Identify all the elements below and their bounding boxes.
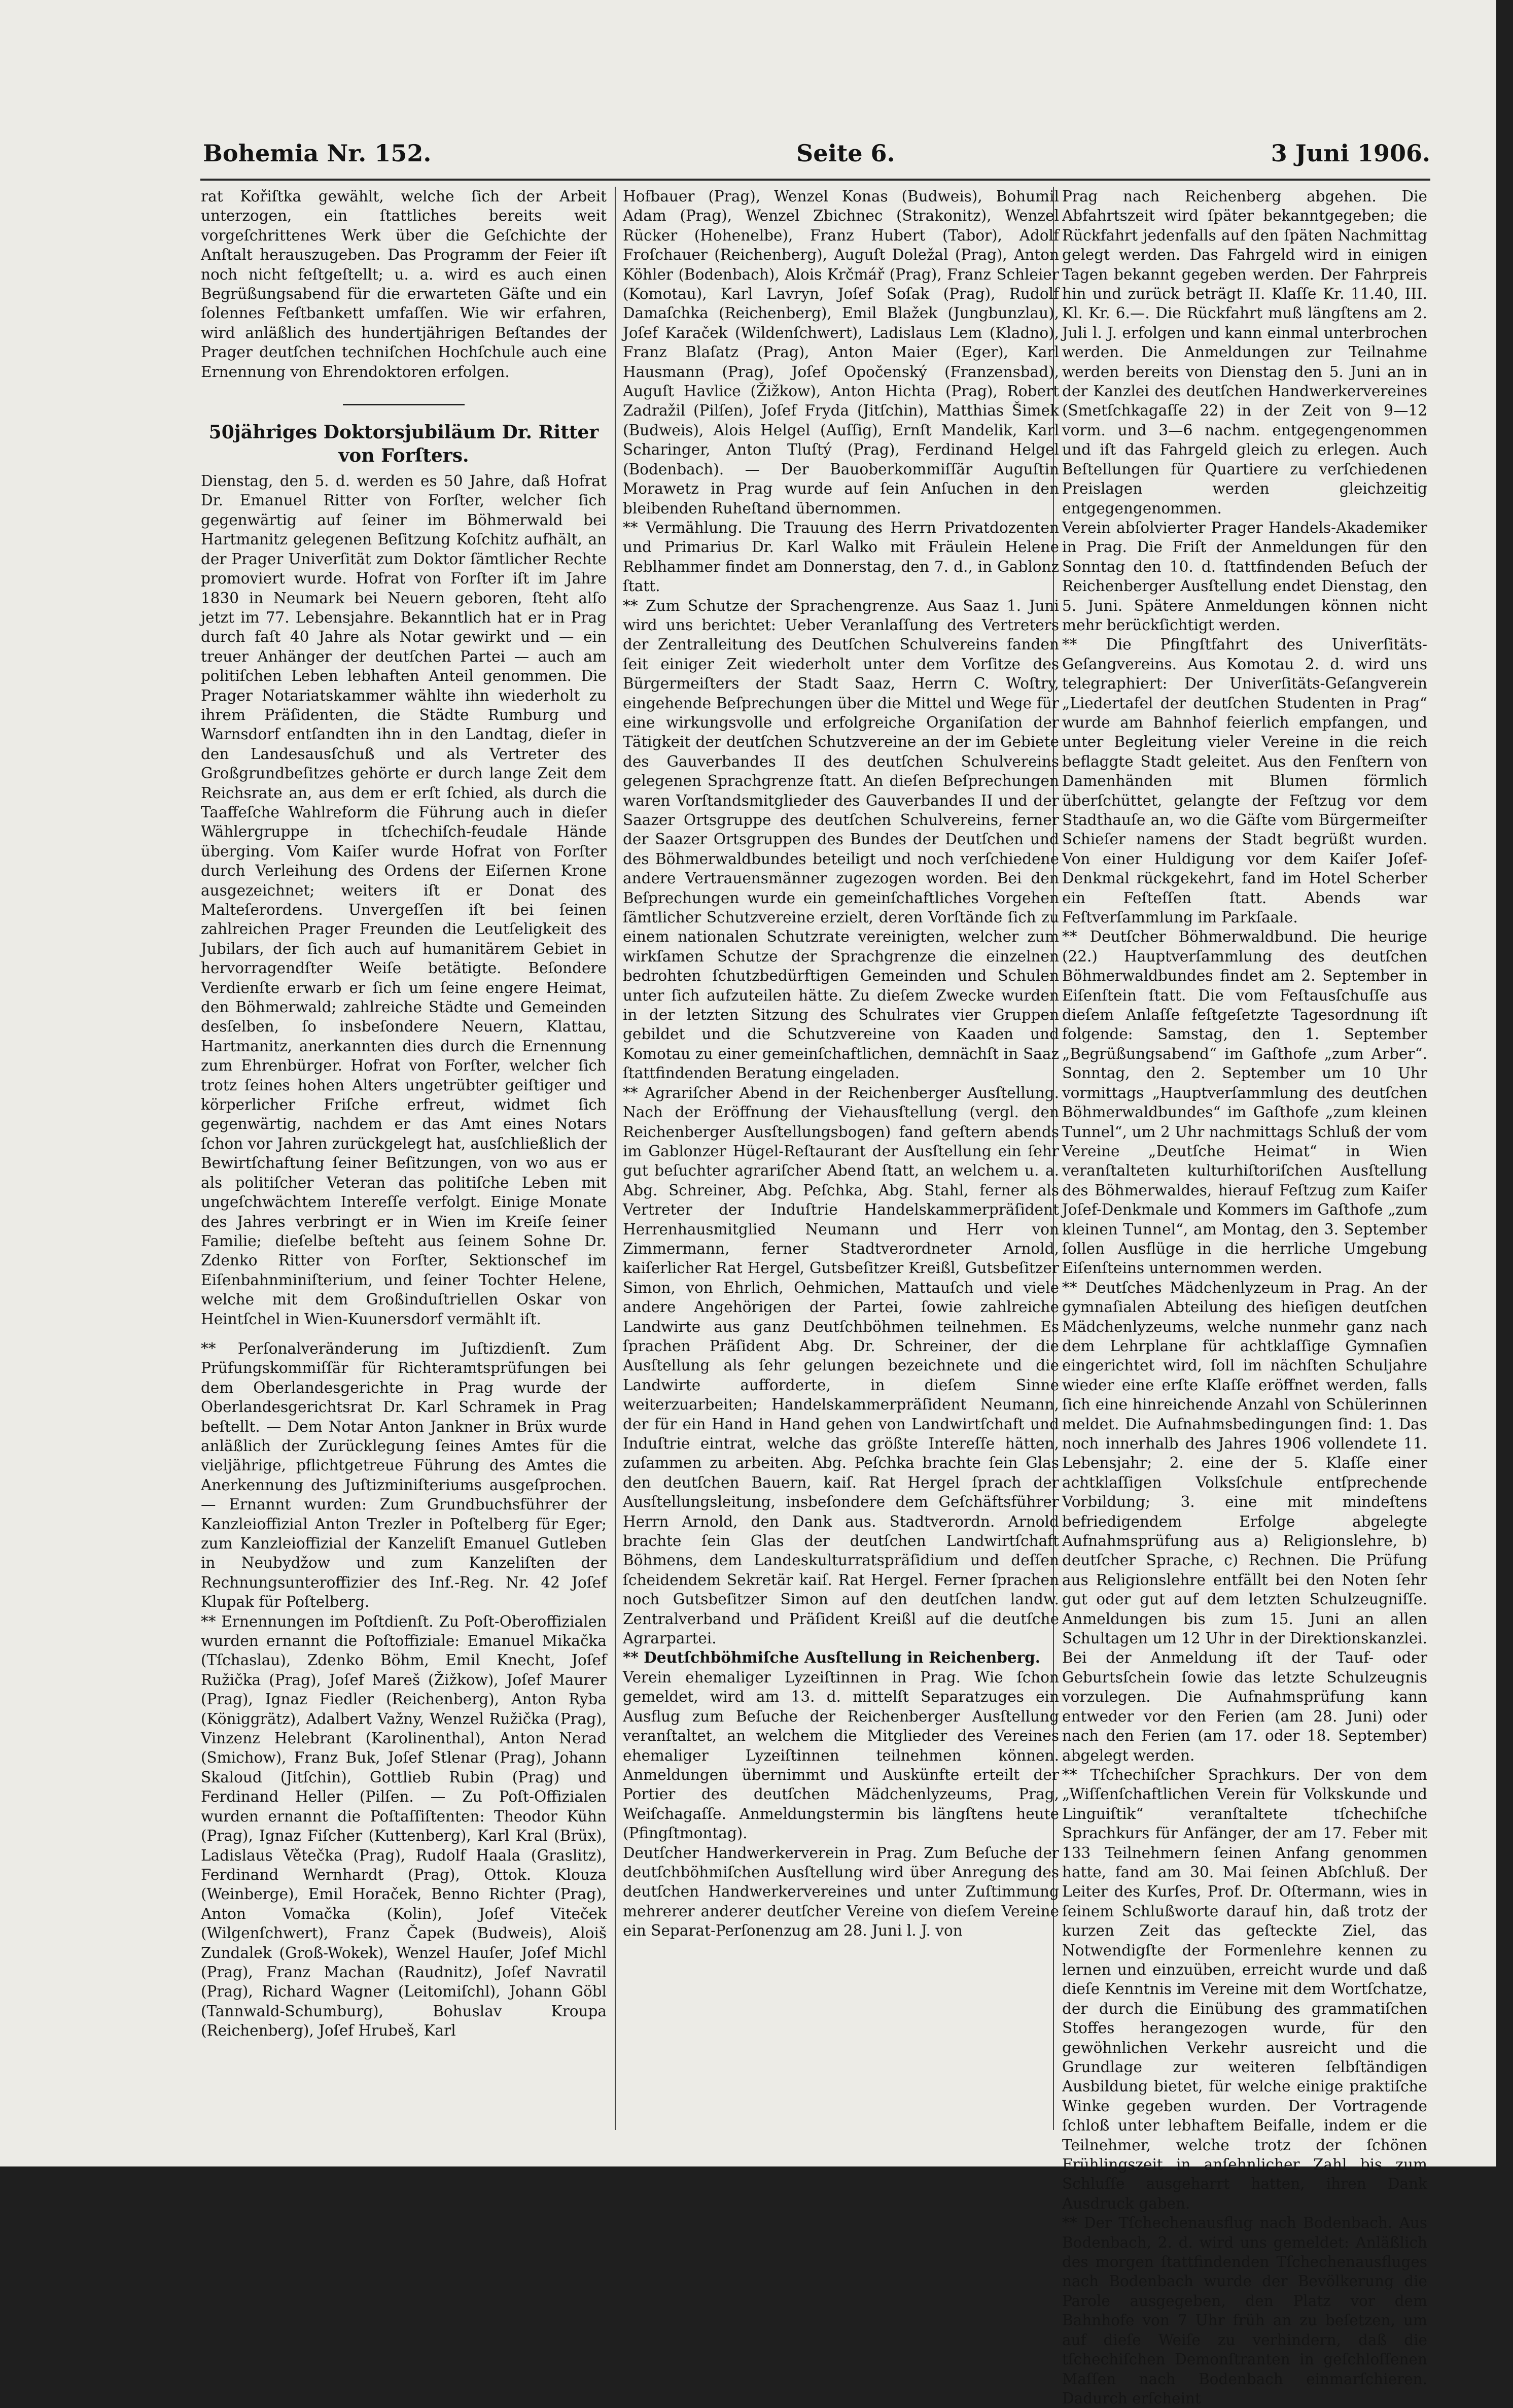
news-item: ** Ernennungen im Poſtdienſt. Zu Poſt-Oberoffizialen wurden ernannt die Poſtoffiziale: Emanuel Mikačka (Tſchaslau), Zdenko Böhm, Emil Knecht, Joſef Ružička (Prag), Joſef Mareš (Žižkow), Joſef Maurer (Prag), Ignaz Fiedler (Reichenberg), Anton Ryba (Königgrätz), Adalbert Važny, Wenzel Ružička (Prag), Vinzenz Helebrant (Karolinenthal), Anton Nerad (Smichow), Franz Buk, Joſef Stlenar (Prag), Johann Skaloud (Jitſchin), Gottlieb Rubin (Prag) und Ferdinand Heller (Pilſen. — Zu Poſt-Offizialen wurden ernannt die Poſtaſſiſtenten: Theodor Kühn (Prag), Ignaz Fiſcher (Kuttenberg), Karl Kral (Brüx), Ladislaus Větečka (Prag), Rudolf Haala (Graslitz), Ferdinand Wernhardt (Prag), Ottok. Klouza (Weinberge), Emil Horaček, Benno Richter (Prag), Anton Vomačka (Kolin), Joſef Viteček (Wilgenſchwert), Franz Čapek (Budweis), Aloiš Zundalek (Groß-Wokek), Wenzel Hauſer, Joſef Michl (Prag), Franz Machan (Raudnitz), Joſef Navratil (Prag), Richard Wagner (Leitomiſchl), Johann Göbl (Tannwald-Schumburg), Bohuslav Kroupa (Reichenberg), Joſef Hrubeš, Karl [201,1612,607,2040]
article-text: Dienstag, den 5. d. werden es 50 Jahre, daß Hofrat Dr. Emanuel Ritter von Forſter, welcher ſich gegenwärtig auf ſeiner im Böhmerwald bei Hartmanitz gelegenen Beſitzung Koſchitz aufhält, an der Prager Univerſität zum Doktor ſämtlicher Rechte promoviert wurde. Hofrat von Forſter iſt im Jahre 1830 in Neumark bei Neuern geboren, ſteht alſo jetzt im 77. Lebensjahre. Bekanntlich hat er in Prag durch faſt 40 Jahre als Notar gewirkt und — ein treuer Anhänger der deutſchen Partei — auch am politiſchen Leben lebhaften Anteil genommen. Die Prager Notariatskammer wählte ihn wiederholt zu ihrem Präſidenten, die Städte Rumburg und Warnsdorf entſandten ihn in den Landtag, dieſer in den Landesausſchuß und als Vertreter des Großgrundbeſitzes gehörte er durch lange Zeit dem Reichsrate an, aus dem er erſt ſchied, als durch die Taaffeſche Wahlreform die Führung auch in dieſer Wählergruppe in tſchechiſch-feudale Hände überging. Vom Kaiſer wurde Hofrat von Forſter durch Verleihung des Ordens der Eiſernen Krone ausgezeichnet; weiters iſt er Donat des Malteſerordens. Unvergeſſen iſt bei ſeinen zahlreichen Prager Freunden die Leutſeligkeit des Jubilars, der ſich auch auf humanitärem Gebiet in hervorragendſter Weiſe betätigte. Beſondere Verdienſte erwarb er ſich um ſeine engere Heimat, den Böhmerwald; zahlreiche Städte und Gemeinden desſelben, ſo insbeſondere Neuern, Klattau, Hartmanitz, anerkannten dies durch die Ernennung zum Ehrenbürger. Hofrat von Forſter, welcher ſich trotz ſeines hohen Alters ungetrübter geiſtiger und körperlicher Friſche erfreut, widmet ſich gegenwärtig, nachdem er das Amt eines Notars ſchon vor Jahren zurückgelegt hat, ausſchließlich der Bewirtſchaftung ſeiner Beſitzungen, von wo aus er als politiſcher Veteran das politiſche Leben mit ungeſchwächtem Intereſſe verfolgt. Einige Monate des Jahres verbringt er in Wien im Kreiſe ſeiner Familie; dieſelbe beſteht aus ſeinem Sohne Dr. Zdenko Ritter von Forſter, Sektionschef im Eiſenbahnminiſterium, und ſeiner Tochter Helene, welche mit dem Großinduſtriellen Oskar von Heintſchel in Wien-Kuunersdorf vermählt iſt. [201,472,607,1328]
column-1 [201,187,607,2130]
news-item: ** Vermählung. Die Trauung des Herrn Privatdozenten und Primarius Dr. Karl Walko mit Fräulein Helene Reblhammer findet am Donnerstag, den 7. d., in Gablonz ſtatt. [623,519,1059,595]
news-item: ** Der Tſchechenausflug nach Bodenbach. Aus Bodenbach, 2. d. wird uns gemeldet: Anläßlich des morgen ſtattfindenden Tſchechenausfluges nach Bodenbach wurde der Bevölkerung die Parole ausgegeben, den Platz vor dem Bahnhofe von 7 Uhr früh an zu beſetzen, um auf dieſe Weiſe zu verhindern, daß die tſchechiſchen Demonſtranten in geſchloſſenen Maſſen nach Bodenbach einmarſchieren. Dadurch erſcheint [1062,2214,1427,2407]
column-divider [615,187,616,2130]
article-separator [343,404,465,405]
issue-date: 3 Juni 1906. [1271,140,1430,167]
article-heading: 50jähriges Doktorsjubiläum Dr. Ritter von Forſters. [208,422,599,467]
news-item: ** Die Pfingſtfahrt des Univerſitäts-Geſangvereins. Aus Komotau 2. d. wird uns telegraphiert: Der Univerſitäts-Geſangverein „Liedertafel der deutſchen Studenten in Prag“ wurde am Bahnhof feierlich empfangen, und unter Begleitung vieler Vereine in die reich beflaggte Stadt geleitet. Aus den Fenſtern von Damenhänden mit Blumen förmlich überſchüttet, gelangte der Feſtzug vor dem Stadthauſe an, wo die Gäſte vom Bürgermeiſter Schieſer namens der Stadt begrüßt wurden. Von einer Huldigung vor dem Kaiſer Joſef-Denkmal rückgekehrt, fand im Hotel Scherber ein Feſteſſen ſtatt. Abends war Feſtverſammlung im Parkſaale. [1062,636,1427,926]
news-item: ** Perſonalveränderung im Juſtizdienſt. Zum Prüfungskommiſſär für Richteramtsprüfungen bei dem Oberlandesgerichte in Prag wurde der Oberlandesgerichtsrat Dr. Karl Schramek in Prag beſtellt. — Dem Notar Anton Jankner in Brüx wurde anläßlich der Zurücklegung ſeines Amtes für die vieljährige, pflichtgetreue Führung des Amtes die Anerkennung des Juſtizminiſteriums ausgeſprochen. — Ernannt wurden: Zum Grundbuchsführer der Kanzleioffizial Anton Trezler in Poſtelberg für Eger; zum Kanzleioffizial der Kanzeliſt Emanuel Gutleben in Neubydžow und zum Kanzeliſten der Rechnungsunteroffizier des Inf.-Reg. Nr. 42 Joſef Klupak für Poſtelberg. [201,1339,607,1611]
news-item: ** Deutſches Mädchenlyzeum in Prag. An der gymnaſialen Abteilung des hieſigen deutſchen Mädchenlyzeums, welche nunmehr ganz nach dem Lehrplane für achtklaſſige Gymnaſien eingerichtet wird, ſoll im nächſten Schuljahre wieder eine erſte Klaſſe eröffnet werden, falls ſich eine hinreichende Anzahl von Schülerinnen meldet. Die Aufnahmsbedingungen ſind: 1. Das noch innerhalb des Jahres 1906 vollendete 11. Lebensjahr; 2. eine der 5. Klaſſe einer achtklaſſigen Volksſchule entſprechende Vorbildung; 3. eine mit mindeſtens befriedigendem Erfolge abgelegte Aufnahmsprüfung aus a) Religionslehre, b) deutſcher Sprache, c) Rechnen. Die Prüfung aus Religionslehre entfällt bei den Noten ſehr gut oder gut auf dem letzten Schulzeugniſſe. Anmeldungen bis zum 15. Juni an allen Schultagen um 12 Uhr in der Direktionskanzlei. Bei der Anmeldung iſt der Tauf- oder Geburtsſchein ſowie das letzte Schulzeugnis vorzulegen. Die Aufnahmsprüfung kann entweder vor den Ferien (am 28. Juni) oder nach den Ferien (am 17. oder 18. September) abgelegt werden. [1062,1279,1427,1764]
news-item: ** Zum Schutze der Sprachengrenze. Aus Saaz 1. Juni wird uns berichtet: Ueber Veranlaſſung des Vertreters der Zentralleitung des Deutſchen Schulvereins fanden ſeit einiger Zeit wiederholt unter dem Vorſitze des Bürgermeiſters der Stadt Saaz, Herrn C. Woſtry, eingehende Beſprechungen über die Mittel und Wege für eine wirkungsvolle und erfolgreiche Organiſation der Tätigkeit der deutſchen Schutzvereine an der im Gebiete des Gauverbandes II des deutſchen Schulvereins gelegenen Sprachgrenze ſtatt. An dieſen Beſprechungen waren Vorſtandsmitglieder des Gauverbandes II und der Saazer Ortsgruppe des deutſchen Schulvereins, ferner der Saazer Ortsgruppen des Bundes der Deutſchen und des Böhmerwaldbundes beteiligt und noch verſchiedene andere Vertrauensmänner zugezogen worden. Bei den Beſprechungen wurde ein gemeinſchaftliches Vorgehen ſämtlicher Schutzvereine erzielt, deren Vorſtände ſich zu einem nationalen Schutzrate vereinigten, welcher zum wirkſamen Schutze der Sprachgrenze die einzelnen bedrohten ſchutzbedürftigen Gemeinden und Schulen unter ſich aufzuteilen hätte. Zu dieſem Zwecke wurden in der letzten Sitzung des Schulrates vier Gruppen gebildet und die Schutzvereine von Kaaden und Komotau zu einer gemeinſchaftlichen, demnächſt in Saaz ſtattfindenden Beratung eingeladen. [623,597,1059,1082]
column-3 [1062,187,1427,2407]
page-number: Seite 6. [796,140,895,167]
column-2 [623,187,1059,2130]
news-item: Hofbauer (Prag), Wenzel Konas (Budweis), Bohumil Adam (Prag), Wenzel Zbichnec (Strakonitz), Wenzel Rücker (Hohenelbe), Franz Hubert (Tabor), Adolf Froſchauer (Reichenberg), Auguſt Doležal (Prag), Anton Köhler (Bodenbach), Alois Krčmář (Prag), Franz Schleier (Komotau), Karl Lavryn, Joſef Soſak (Prag), Rudolf Damaſchka (Reichenberg), Emil Blažek (Jungbunzlau), Joſef Karaček (Wildenſchwert), Ladislaus Lem (Kladno), Franz Blaſatz (Prag), Anton Maier (Eger), Karl Hausmann (Prag), Joſef Opočenský (Franzensbad), Auguſt Havlice (Žižkow), Anton Hichta (Prag), Robert Zadražil (Pilſen), Joſef Fryda (Jitſchin), Matthias Šimek (Budweis), Alois Helgel (Auſſig), Ernſt Mandelik, Karl Scharinger, Anton Tluſtý (Prag), Ferdinand Helgel (Bodenbach). — Der Bauoberkommiſſär Auguſtin Morawetz in Prag wurde auf ſein Anſuchen in den bleibenden Ruheſtand übernommen. [623,188,1059,517]
news-item: ** Agrariſcher Abend in der Reichenberger Ausſtellung. Nach der Eröffnung der Viehausſtellung (vergl. den Reichenberger Ausſtellungsbogen) fand geſtern abends im Gablonzer Hügel-Reſtaurant der Ausſtellung ein ſehr gut beſuchter agrariſcher Abend ſtatt, an welchem u. a. Abg. Schreiner, Abg. Peſchka, Abg. Stahl, ferner als Vertreter der Induſtrie Handelskammerpräſident Herrenhausmitglied Neumann und Herr von Zimmermann, ferner Stadtverordneter Arnold, kaiſerlicher Rat Hergel, Gutsbeſitzer Kreißl, Gutsbeſitzer Simon, von Ehrlich, Oehmichen, Mattauſch und viele andere Angehörigen der Partei, ſowie zahlreiche Landwirte aus ganz Deutſchböhmen teilnehmen. Es ſprachen Präſident Abg. Dr. Schreiner, der die Ausſtellung als ſehr gelungen bezeichnete und die Landwirte aufforderte, in dieſem Sinne weiterzuarbeiten; Handelskammerpräſident Neumann, der für ein Hand in Hand gehen von Landwirtſchaft und Induſtrie eintrat, welche das größte Intereſſe hätten, zuſammen zu arbeiten. Abg. Peſchka brachte ſein Glas den deutſchen Bauern, kaiſ. Rat Hergel ſprach der Ausſtellungsleitung, insbeſondere dem Geſchäftsführer Herrn Arnold, den Dank aus. Stadtverordn. Arnold brachte ſein Glas der deutſchen Landwirtſchaft Böhmens, dem Landeskulturratspräſidium und deſſen ſcheidendem Sekretär kaiſ. Rat Hergel. Ferner ſprachen noch Gutsbeſitzer Simon auf den deutſchen landw. Zentralverband und Präſident Kreißl auf die deutſche Agrarpartei. [623,1084,1059,1647]
news-item: ** Tſchechiſcher Sprachkurs. Der von dem „Wiſſenſchaftlichen Verein für Volkskunde und Linguiſtik“ veranſtaltete tſchechiſche Sprachkurs für Anfänger, der am 17. Feber mit 133 Teilnehmern ſeinen Anfang genommen hatte, fand am 30. Mai ſeinen Abſchluß. Der Leiter des Kurſes, Prof. Dr. Oſtermann, wies in ſeinem Schlußworte darauf hin, daß trotz der kurzen Zeit das geſteckte Ziel, das Notwendigſte der Formenlehre kennen zu lernen und einzuüben, erreicht wurde und daß dieſe Kenntnis im Vereine mit dem Wortſchatze, der durch die Einübung des grammatiſchen Stoffes herangezogen wurde, für den gewöhnlichen Verkehr ausreicht und die Grundlage zur weiteren ſelbſtändigen Ausbildung bietet, für welche einige praktiſche Winke gegeben wurden. Der Vortragende ſchloß unter lebhaftem Beifalle, indem er die Teilnehmer, welche trotz der ſchönen Frühlingszeit in anſehnlicher Zahl bis zum Schluſſe ausgeharrt hatten, ihren Dank Ausdruck gaben. [1062,1766,1427,2212]
masthead-issue: Bohemia Nr. 152. [203,140,432,167]
news-item: ** Deutſcher Böhmerwaldbund. Die heurige (22.) Hauptverſammlung des deutſchen Böhmerwaldbundes findet am 2. September in Eiſenſtein ſtatt. Die vom Feſtausſchuſſe aus dieſem Anlaſſe feſtgeſetzte Tagesordnung iſt folgende: Samstag, den 1. September „Begrüßungsabend“ im Gaſthofe „zum Arber“. Sonntag, den 2. September um 10 Uhr vormittags „Hauptverſammlung des deutſchen Böhmerwaldbundes“ im Gaſthofe „zum kleinen Tunnel“, um 2 Uhr nachmittags Schluß der vom Vereine „Deutſche Heimat“ in Wien veranſtalteten kulturhiſtoriſchen Ausſtellung des Böhmerwaldes, hierauf Feſtzug zum Kaiſer Joſef-Denkmale und Kommers im Gaſthofe „zum kleinen Tunnel“, am Montag, den 3. September ſollen Ausflüge in die herrliche Umgebung Eiſenſteins unternommen werden. [1062,928,1427,1277]
news-item: Prag nach Reichenberg abgehen. Die Abfahrtszeit wird ſpäter bekanntgegeben; die Rückfahrt jedenfalls auf den ſpäten Nachmittag gelegt werden. Das Fahrgeld wird in einigen Tagen bekannt gegeben werden. Der Fahrpreis hin und zurück beträgt II. Klaſſe Kr. 11.40, III. Kl. Kr. 6.—. Die Rückfahrt muß längſtens am 2. Juli l. J. erfolgen und kann einmal unterbrochen werden. Die Anmeldungen zur Teilnahme werden bereits von Dienstag den 5. Juni an in der Kanzlei des deutſchen Handwerkervereines (Smetſchkagaſſe 22) in der Zeit von 9—12 vorm. und 3—6 nachm. entgegengenommen und iſt das Fahrgeld gleich zu erlegen. Auch Beſtellungen für Quartiere zu verſchiedenen Preislagen werden gleichzeitig entgegengenommen. [1062,188,1427,517]
scan-edge [1496,0,1513,2166]
news-item: Verein ehemaliger Lyzeiſtinnen in Prag. Wie ſchon gemeldet, wird am 13. d. mittelſt Separatzuges ein Ausflug zum Beſuche der Reichenberger Ausſtellung veranſtaltet, an welchem die Mitglieder des Vereines ehemaliger Lyzeiſtinnen teilnehmen können. Anmeldungen übernimmt und Auskünfte erteilt der Portier des deutſchen Mädchenlyzeums, Prag, Weiſchagaſſe. Anmeldungstermin bis längſtens heute (Pfingſtmontag). [623,1668,1059,1842]
header-rule [200,179,1430,181]
news-item: Verein abſolvierter Prager Handels-Akademiker in Prag. Die Friſt der Anmeldungen für den Sonntag den 10. d. ſtattfindenden Beſuch der Reichenberger Ausſtellung endet Dienstag, den 5. Juni. Spätere Anmeldungen können nicht mehr berückſichtigt werden. [1062,519,1427,634]
news-item: Deutſcher Handwerkerverein in Prag. Zum Beſuche der deutſchböhmiſchen Ausſtellung wird über Anregung des deutſchen Handwerkervereines und unter Zuſtimmung mehrerer anderer deutſcher Vereine von dieſem Vereine ein Separat-Perſonenzug am 28. Juni l. J. von [623,1844,1059,1940]
article-text: rat Kořiſtka gewählt, welche ſich der Arbeit unterzogen, ein ſtattliches bereits weit vorgeſchrittenes Werk über die Geſchichte der Anſtalt herauszugeben. Das Programm der Feier iſt noch nicht feſtgeſtellt; u. a. wird es auch einen Begrüßungsabend für die erwarteten Gäſte und ein ſolennes Feſtbankett umfaſſen. Wie wir erfahren, wird anläßlich des hundertjährigen Beſtandes der Prager deutſchen techniſchen Hochſchule auch eine Ernennung von Ehrendoktoren erfolgen. [201,188,607,381]
section-heading: ** Deutſchböhmiſche Ausſtellung in Reichenberg. [623,1648,1041,1667]
page-header [203,140,1430,175]
